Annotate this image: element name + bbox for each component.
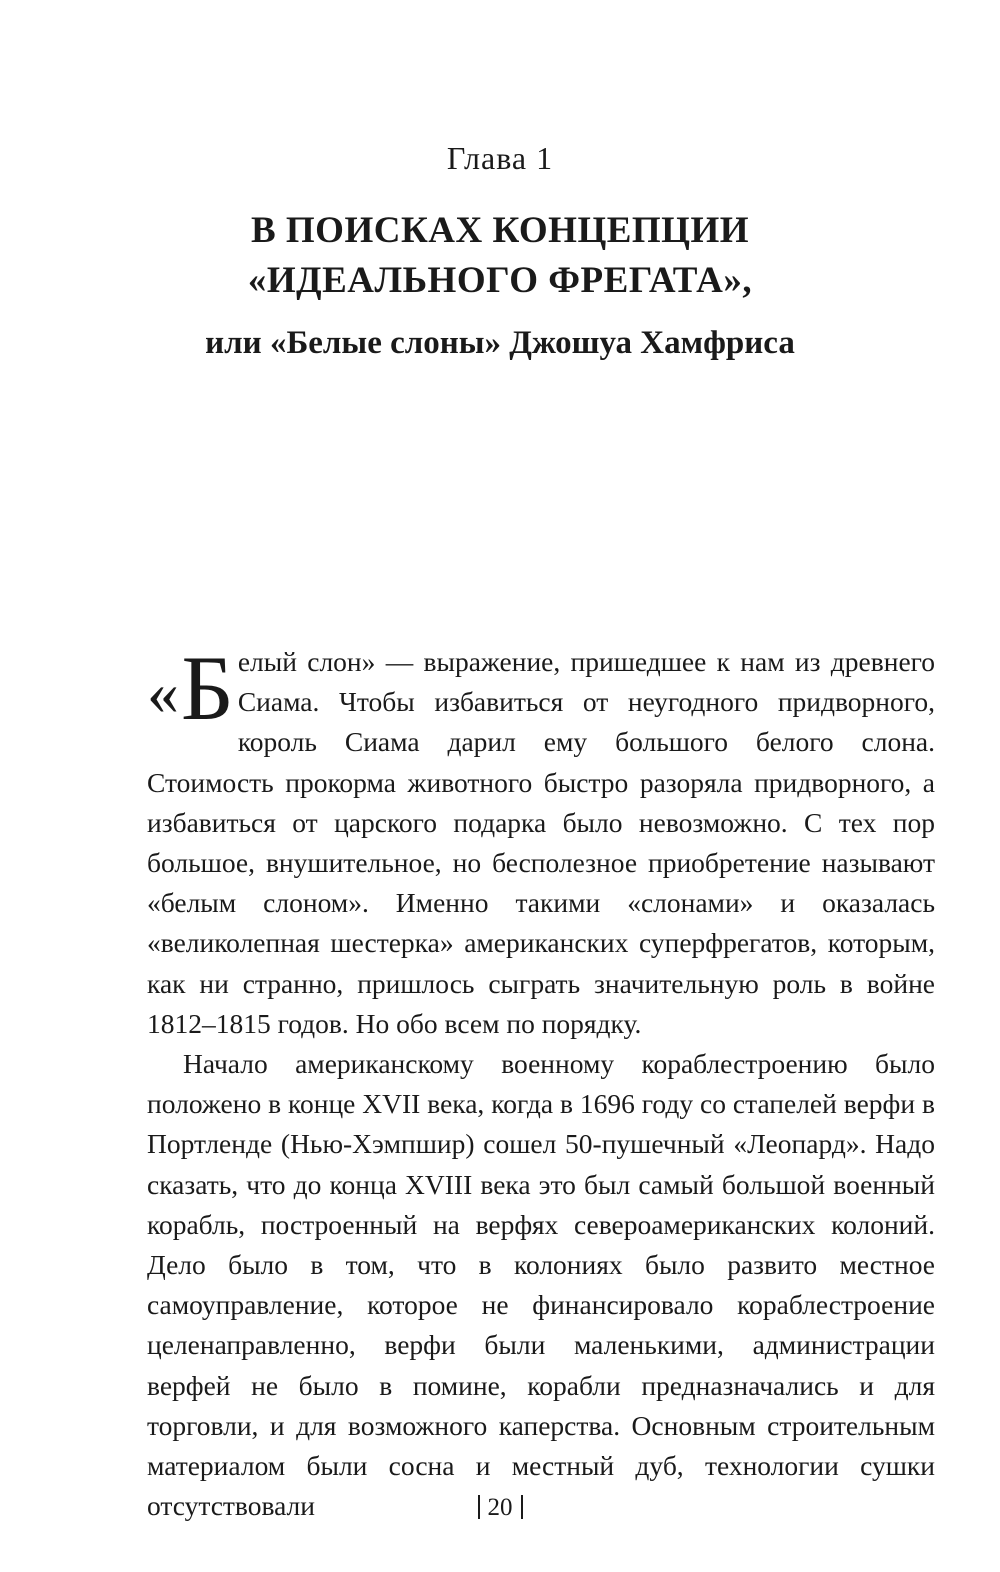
chapter-title-line-2: «ИДЕАЛЬНОГО ФРЕГАТА», bbox=[247, 260, 753, 301]
page-number-value: 20 bbox=[487, 1494, 513, 1521]
chapter-subtitle: или «Белые слоны» Джошуа Хамфриса bbox=[205, 325, 795, 361]
page-number-right-bar bbox=[521, 1495, 523, 1519]
drop-cap-quote: « bbox=[147, 657, 179, 728]
drop-cap bbox=[147, 637, 234, 739]
drop-cap-letter: Б bbox=[181, 637, 234, 739]
chapter-title-line-1: В ПОИСКАХ КОНЦЕПЦИИ bbox=[250, 210, 750, 251]
paragraph-1 bbox=[147, 637, 935, 1044]
chapter-title bbox=[0, 206, 1000, 368]
page-number bbox=[0, 1494, 1000, 1522]
chapter-label: Глава 1 bbox=[446, 140, 554, 176]
paragraph-1-text: елый слон» — выражение, пришедшее к нам из древнего Сиама. Чтобы избавиться от неугодного придворного, король Сиама дарил ему большого белого слона. Стоимость прокорма животного быстро разоряла придворного, а избавиться от царского подарка было невозможно. С тех пор большое, внушительное, но бесполезное приобретение называют «белым слоном». Именно такими «слонами» и оказалась «великолепная шестерка» американских суперфрегатов, которым, как ни странно, пришлось сыграть значительную роль в войне 1812–1815 годов. Но обо всем по порядку. bbox=[147, 646, 935, 1039]
page-number-left-bar bbox=[478, 1495, 480, 1519]
body-text bbox=[147, 637, 935, 1526]
paragraph-2: Начало американскому военному кораблестроению было положено в конце XVII века, когда в 1696 году со стапелей верфи в Портленде (Нью-Хэмпшир) сошел 50-пушечный «Леопард». Надо сказать, что до конца XVIII века это был самый большой военный корабль, построенный на верфях североамериканских колоний. Дело было в том, что в колониях было развито местное самоуправление, которое не финансировало кораблестроение целенаправленно, верфи были маленькими, администрации верфей не было в помине, корабли предназначались и для торговли, и для возможного каперства. Основным строительным материалом были сосна и местный дуб, технологии сушки отсутствовали bbox=[147, 1048, 935, 1522]
